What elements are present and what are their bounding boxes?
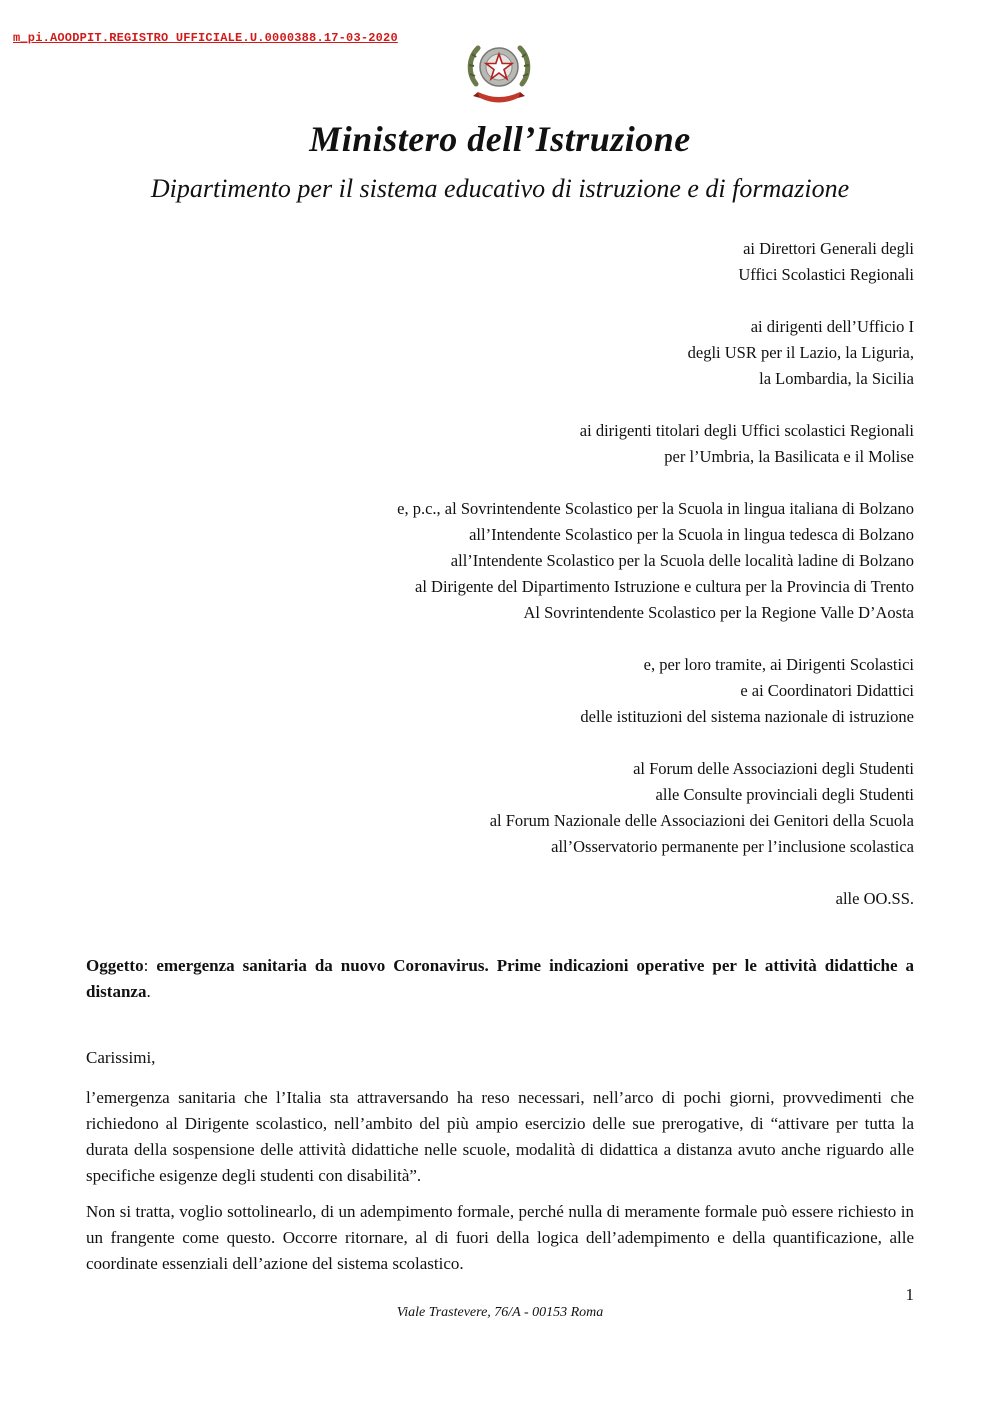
recipient-line: ai dirigenti titolari degli Uffici scolastici Regionali <box>579 421 914 440</box>
recipient-line: Uffici Scolastici Regionali <box>738 265 914 284</box>
greeting: Carissimi, <box>86 1048 156 1067</box>
recipient-line: all’Osservatorio permanente per l’inclusione scolastica <box>551 837 914 856</box>
recipient-line: all’Intendente Scolastico per la Scuola in lingua tedesca di Bolzano <box>469 525 914 544</box>
subject-end: . <box>146 982 151 1001</box>
recipient-group <box>397 886 914 912</box>
recipient-line: Al Sovrintendente Scolastico per la Regione Valle D’Aosta <box>523 603 914 622</box>
recipient-line: ai dirigenti dell’Ufficio I <box>750 317 914 336</box>
recipient-group <box>397 496 914 626</box>
recipient-group <box>397 418 914 470</box>
ministry-title: Ministero dell’Istruzione <box>309 119 691 159</box>
italian-republic-emblem-icon <box>466 36 532 106</box>
page-number: 1 <box>905 1285 914 1304</box>
recipient-line: per l’Umbria, la Basilicata e il Molise <box>664 447 914 466</box>
subject-line <box>86 953 914 1005</box>
recipient-group <box>397 236 914 288</box>
department-title: Dipartimento per il sistema educativo di istruzione e di formazione <box>150 174 850 203</box>
footer-address: Viale Trastevere, 76/A - 00153 Roma <box>396 1305 604 1320</box>
subject-text: emergenza sanitaria da nuovo Coronavirus. Prime indicazioni operative per le attività didattiche a distanza <box>86 956 914 1001</box>
body-paragraph: l’emergenza sanitaria che l’Italia sta attraversando ha reso necessari, nell’arco di pochi giorni, provvedimenti che richiedono al Dirigente scolastico, nell’ambito del più ampio esercizio delle sue prerogative, di “attivare per tutta la durata della sospensione delle attività didattiche nelle scuole, modalità di didattica a distanza avuto anche riguardo alle specifiche esigenze degli studenti con disabilità”. <box>86 1088 914 1185</box>
recipient-group <box>397 314 914 392</box>
recipient-line: e, per loro tramite, ai Dirigenti Scolastici <box>643 655 914 674</box>
recipient-line: al Dirigente del Dipartimento Istruzione e cultura per la Provincia di Trento <box>415 577 914 596</box>
subject-label: Oggetto <box>86 956 144 975</box>
recipient-line: alle Consulte provinciali degli Studenti <box>655 785 914 804</box>
subject-separator: : <box>143 956 157 975</box>
recipients-block <box>397 236 914 938</box>
body-paragraph: Non si tratta, voglio sottolinearlo, di un adempimento formale, perché nulla di meramente formale può essere richiesto in un frangente come questo. Occorre ritornare, al di fuori della logica dell’adempimento e della quantificazione, alle coordinate essenziali dell’azione del sistema scolastico. <box>86 1202 914 1273</box>
recipient-group <box>397 756 914 860</box>
protocol-stamp: m_pi.AOODPIT.REGISTRO UFFICIALE.U.0000388.17-03-2020 <box>13 31 398 45</box>
recipient-line: degli USR per il Lazio, la Liguria, <box>687 343 914 362</box>
recipient-line: ai Direttori Generali degli <box>743 239 914 258</box>
recipient-line: delle istituzioni del sistema nazionale di istruzione <box>580 707 914 726</box>
recipient-line: all’Intendente Scolastico per la Scuola delle località ladine di Bolzano <box>450 551 914 570</box>
recipient-line: e ai Coordinatori Didattici <box>740 681 914 700</box>
recipient-line: al Forum Nazionale delle Associazioni dei Genitori della Scuola <box>489 811 914 830</box>
letter-body <box>86 1045 914 1287</box>
recipient-line: alle OO.SS. <box>835 889 914 908</box>
recipient-line: e, p.c., al Sovrintendente Scolastico per la Scuola in lingua italiana di Bolzano <box>397 499 914 518</box>
recipient-group <box>397 652 914 730</box>
recipient-line: la Lombardia, la Sicilia <box>759 369 914 388</box>
recipient-line: al Forum delle Associazioni degli Studenti <box>633 759 914 778</box>
